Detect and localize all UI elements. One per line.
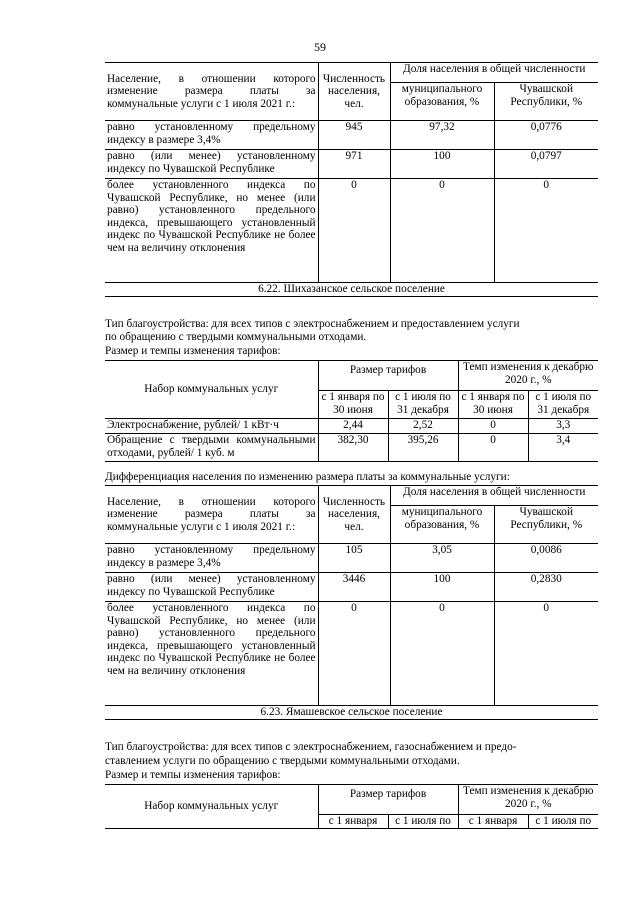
section-title-6-22: 6.22. Шихазанское сельское поселение [105,283,598,297]
row-label: Обращение с твердыми коммунальными отходами, рублей/ 1 куб. м [105,434,318,462]
cell-value: 0 [494,602,598,706]
header-population-count: Численность населения, чел. [318,63,390,121]
cell-value: 0,0797 [494,150,598,179]
tariff-table-6-23 [105,784,598,829]
row-label: более установленного индекса по Чувашской Республике, но менее (или равно) установленного предельного индекса, превышающего установленный индекс по Чувашской Республике не более чем на величину отклонения [105,602,318,706]
cell-value: 3,3 [528,419,598,434]
section-6-23-type-line-2: ставлением услуги по обращению с твердыми коммунальными отходами. [105,755,460,767]
row-label: Электроснабжение, рублей/ 1 кВт·ч [105,419,318,434]
cell-value: 382,30 [318,434,388,462]
cell-value: 0 [318,179,390,283]
header-change-rate: Темп изменения к декабрю 2020 г., % [458,361,598,391]
cell-value: 97,32 [390,121,494,150]
table-row [105,573,598,602]
section-title-6-23: 6.23. Ямашевское сельское поселение [105,706,598,720]
cell-value: 0 [494,179,598,283]
cell-value: 2,44 [318,419,388,434]
row-label: более установленного индекса по Чувашской Республике, но менее (или равно) установленного предельного индекса, превышающего установленный индекс по Чувашской Республике не более чем на величину отклонения [105,179,318,283]
cell-value: 0 [458,434,528,462]
section-6-22-type-line-1: Тип благоустройства: для всех типов с электроснабжением и предоставлением услуги [105,318,520,330]
row-label: равно установленному предельному индексу в размере 3,4% [105,544,318,573]
header-share-municipal: муниципального образования, % [390,83,494,121]
cell-value: 105 [318,544,390,573]
population-distribution-table-6-22 [105,485,598,720]
row-label: равно (или менее) установленному индексу по Чувашской Республике [105,150,318,179]
header-service-set: Набор коммунальных услуг [105,785,318,829]
cell-value: 395,26 [388,434,458,462]
section-6-22-type-line-2: по обращению с твердыми коммунальными отходами. [105,331,367,343]
cell-value: 945 [318,121,390,150]
header-sub-period: с 1 января по 30 июня [318,391,388,419]
cell-value: 0 [458,419,528,434]
cell-value: 0,2830 [494,573,598,602]
header-sub-period: с 1 июля по [528,815,598,829]
header-population-category: Население, в отношении которого изменение размера платы за коммунальные услуги с 1 июля 2021 г.: [105,63,318,121]
header-population-share: Доля населения в общей численности [390,486,598,506]
header-sub-period: с 1 июля по 31 декабря [528,391,598,419]
header-sub-period: с 1 января [318,815,388,829]
cell-value: 3446 [318,573,390,602]
header-sub-period: с 1 июля по 31 декабря [388,391,458,419]
table-row [105,419,598,434]
header-service-set: Набор коммунальных услуг [105,361,318,419]
cell-value: 0,0086 [494,544,598,573]
header-population-share: Доля населения в общей численности [390,63,598,83]
differentiation-label: Дифференциация населения по изменению размера платы за коммунальные услуги: [105,471,510,483]
table-row [105,150,598,179]
population-distribution-table-1 [105,62,598,297]
header-share-municipal: муниципального образования, % [390,506,494,544]
cell-value: 0 [390,179,494,283]
header-sub-period: с 1 января по 30 июня [458,391,528,419]
tariff-table-6-22 [105,360,598,462]
cell-value: 971 [318,150,390,179]
header-sub-period: с 1 января [458,815,528,829]
header-population-category: Население, в отношении которого изменение размера платы за коммунальные услуги с 1 июля 2021 г.: [105,486,318,544]
page-number: 59 [314,40,326,54]
header-sub-period: с 1 июля по [388,815,458,829]
cell-value: 0 [390,602,494,706]
cell-value: 3,05 [390,544,494,573]
table-row [105,544,598,573]
cell-value: 100 [390,150,494,179]
row-label: равно установленному предельному индексу в размере 3,4% [105,121,318,150]
table-row [105,121,598,150]
cell-value: 100 [390,573,494,602]
header-tariff-size: Размер тарифов [318,785,458,815]
header-share-republic: Чувашской Республики, % [494,83,598,121]
header-tariff-size: Размер тарифов [318,361,458,391]
cell-value: 0,0776 [494,121,598,150]
header-change-rate: Темп изменения к декабрю 2020 г., % [458,785,598,815]
row-label: равно (или менее) установленному индексу по Чувашской Республике [105,573,318,602]
header-population-count: Численность населения, чел. [318,486,390,544]
table-row [105,602,598,706]
section-6-23-type-line-1: Тип благоустройства: для всех типов с электроснабжением, газоснабжением и предо- [105,741,517,753]
section-6-22-rates-label: Размер и темпы изменения тарифов: [105,345,281,357]
cell-value: 2,52 [388,419,458,434]
header-share-republic: Чувашской Республики, % [494,506,598,544]
section-6-23-rates-label: Размер и темпы изменения тарифов: [105,769,281,781]
table-row [105,179,598,283]
table-row [105,434,598,462]
cell-value: 0 [318,602,390,706]
cell-value: 3,4 [528,434,598,462]
